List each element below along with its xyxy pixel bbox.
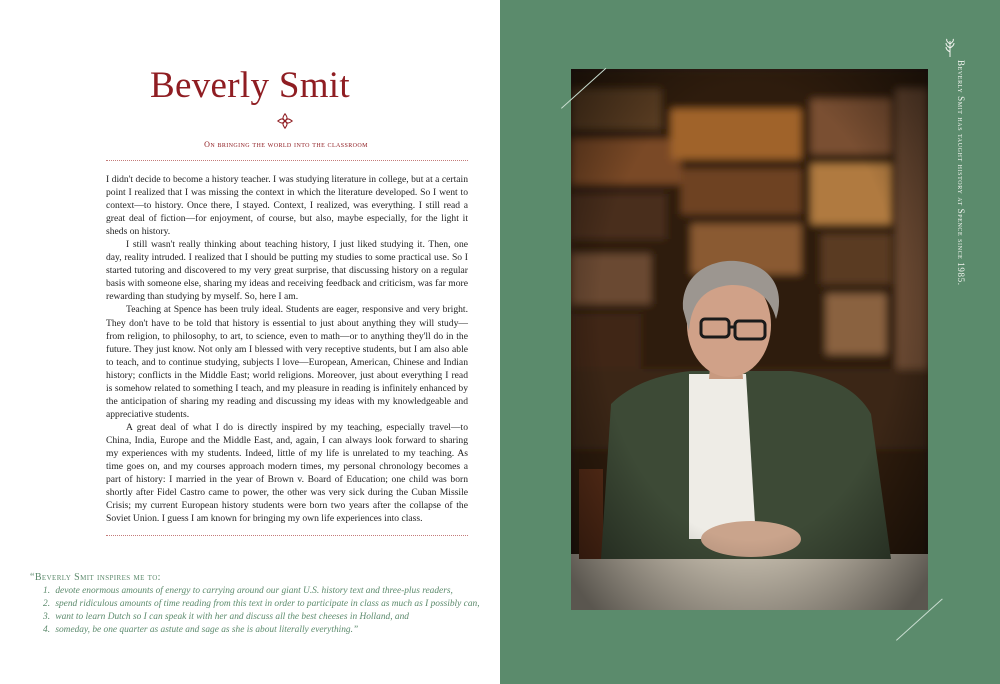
portrait-illustration xyxy=(571,69,928,610)
paragraph: I still wasn't really thinking about teaching history, I just liked studying it. Then, one day, reality intruded. I realized that I should be putting my studies to some practical use. So I started tutoring and discovered to my very great surprise, that discussing history on a regular basis with someone else, sharing my ideas and receiving feedback and criticism, was far more rewarding than studying by myself. So, here I am. xyxy=(106,239,468,303)
student-quote xyxy=(30,571,500,637)
quote-list xyxy=(30,585,500,637)
portrait-photo xyxy=(571,69,928,610)
sprig-icon xyxy=(943,38,957,58)
vertical-caption: Beverly Smit has taught history at Spence since 1985. xyxy=(956,60,966,286)
paragraph: A great deal of what I do is directly inspired by my teaching, especially travel—to China, India, Europe and the Middle East, and, again, I can always look forward to sharing my experiences with my students. Indeed, little of my life is unrelated to my teaching. As time goes on, and my courses approach modern times, my personal chronology becomes a part of history: I married in the year of Brown v. Board of Education; one child was born shortly after Fidel Castro came to power, the other was very sick during the Cuban Missile Crisis; my current European history students were born two years after the collapse of the Soviet Union. I guess I am known for bringing my own life experiences into class. xyxy=(106,421,468,525)
list-item: 4. someday, be one quarter as astute and sage as she is about literally everything.” xyxy=(43,625,359,635)
list-item: 1. devote enormous amounts of energy to carrying around our giant U.S. history text and three-plus readers, xyxy=(43,586,453,596)
list-item: 2. spend ridiculous amounts of time reading from this text in order to participate in class as much as I possibly can, xyxy=(43,599,480,609)
quote-heading: “Beverly Smit inspires me to: xyxy=(30,572,161,583)
page-title: Beverly Smit xyxy=(150,65,350,106)
bottom-divider xyxy=(106,535,468,536)
paragraph: Teaching at Spence has been truly ideal. Students are eager, responsive and very bright. They don't have to be told that history is essential to just about anything they will study—from religion, to philosophy, to art, to science, even to math—or to anything they'll do in the future. They just know. Not only am I blessed with very receptive students, but I am also able to teach, and to continue studying, subjects I love—European, American, Chinese and Indian history; conflicts in the Middle East; world religions. Moreover, just about everything I read is somehow related to something I teach, and my pleasure in reading is infinitely enhanced by the anticipation of sharing my reading and discussing my ideas with my knowledgeable and appreciative students. xyxy=(106,304,468,420)
list-item: 3. want to learn Dutch so I can speak it with her and discuss all the best cheeses in Holland, and xyxy=(43,612,409,622)
subtitle: On bringing the world into the classroom xyxy=(204,140,368,149)
top-divider xyxy=(106,160,468,161)
article-body xyxy=(106,173,468,525)
paragraph: I didn't decide to become a history teacher. I was studying literature in college, but at a certain point I realized that I was missing the context in which the literature developed. So I went to context—to history. Once there, I stayed. Context, I realized, was everything. I still read a great deal of fiction—for enjoyment, of course, but also, maybe especially, for the light it sheds on history. xyxy=(106,174,468,238)
flourish-ornament-icon xyxy=(276,112,294,130)
